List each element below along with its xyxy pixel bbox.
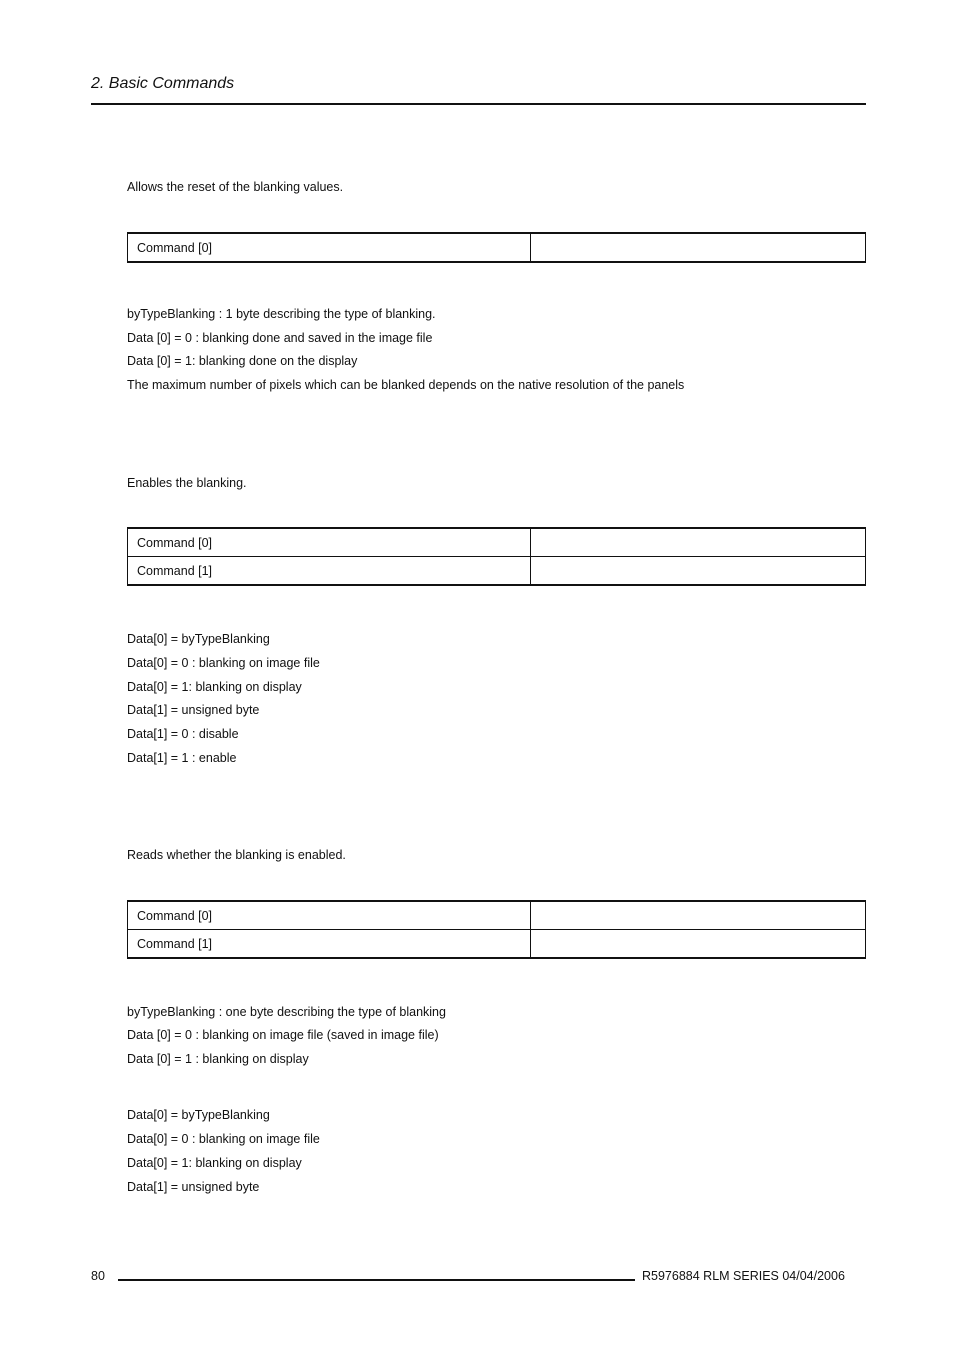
command-value [531, 557, 866, 586]
table-row [128, 930, 866, 959]
section-1-line: The maximum number of pixels which can be blanked depends on the native resolution of the panels [127, 378, 685, 392]
section-3-line: Data[1] = unsigned byte [127, 1180, 260, 1194]
section-1-command-table [127, 232, 866, 263]
section-1-line: Data [0] = 1: blanking done on the display [127, 354, 358, 368]
header-rule [91, 103, 866, 105]
section-2-line: Data[1] = unsigned byte [127, 703, 260, 717]
command-label: Command [0] [128, 901, 531, 930]
section-3-description: Reads whether the blanking is enabled. [127, 848, 346, 862]
section-2-line: Data[1] = 0 : disable [127, 727, 239, 741]
section-3-line: byTypeBlanking : one byte describing the type of blanking [127, 1005, 446, 1019]
command-label: Command [0] [128, 528, 531, 557]
command-value [531, 233, 866, 262]
section-3-line: Data[0] = byTypeBlanking [127, 1108, 270, 1122]
section-1-line: Data [0] = 0 : blanking done and saved in the image file [127, 331, 433, 345]
section-2-line: Data[0] = 1: blanking on display [127, 680, 302, 694]
section-2-line: Data[0] = 0 : blanking on image file [127, 656, 320, 670]
chapter-title: 2. Basic Commands [91, 75, 235, 92]
table-row [128, 557, 866, 586]
document-reference: R5976884 RLM SERIES 04/04/2006 [642, 1269, 845, 1283]
section-1-line: byTypeBlanking : 1 byte describing the type of blanking. [127, 307, 436, 321]
command-label: Command [1] [128, 557, 531, 586]
section-3-line: Data [0] = 1 : blanking on display [127, 1052, 309, 1066]
table-row [128, 528, 866, 557]
section-2-description: Enables the blanking. [127, 476, 247, 490]
section-3-line: Data[0] = 1: blanking on display [127, 1156, 302, 1170]
section-2-line: Data[1] = 1 : enable [127, 751, 237, 765]
footer-rule [118, 1279, 635, 1281]
section-3-command-table [127, 900, 866, 959]
table-row [128, 901, 866, 930]
table-row [128, 233, 866, 262]
section-2-line: Data[0] = byTypeBlanking [127, 632, 270, 646]
command-value [531, 528, 866, 557]
section-3-line: Data[0] = 0 : blanking on image file [127, 1132, 320, 1146]
section-3-line: Data [0] = 0 : blanking on image file (saved in image file) [127, 1028, 439, 1042]
section-1-description: Allows the reset of the blanking values. [127, 180, 344, 194]
command-value [531, 930, 866, 959]
command-label: Command [0] [128, 233, 531, 262]
section-2-command-table [127, 527, 866, 586]
page-number: 80 [91, 1269, 105, 1283]
command-value [531, 901, 866, 930]
command-label: Command [1] [128, 930, 531, 959]
